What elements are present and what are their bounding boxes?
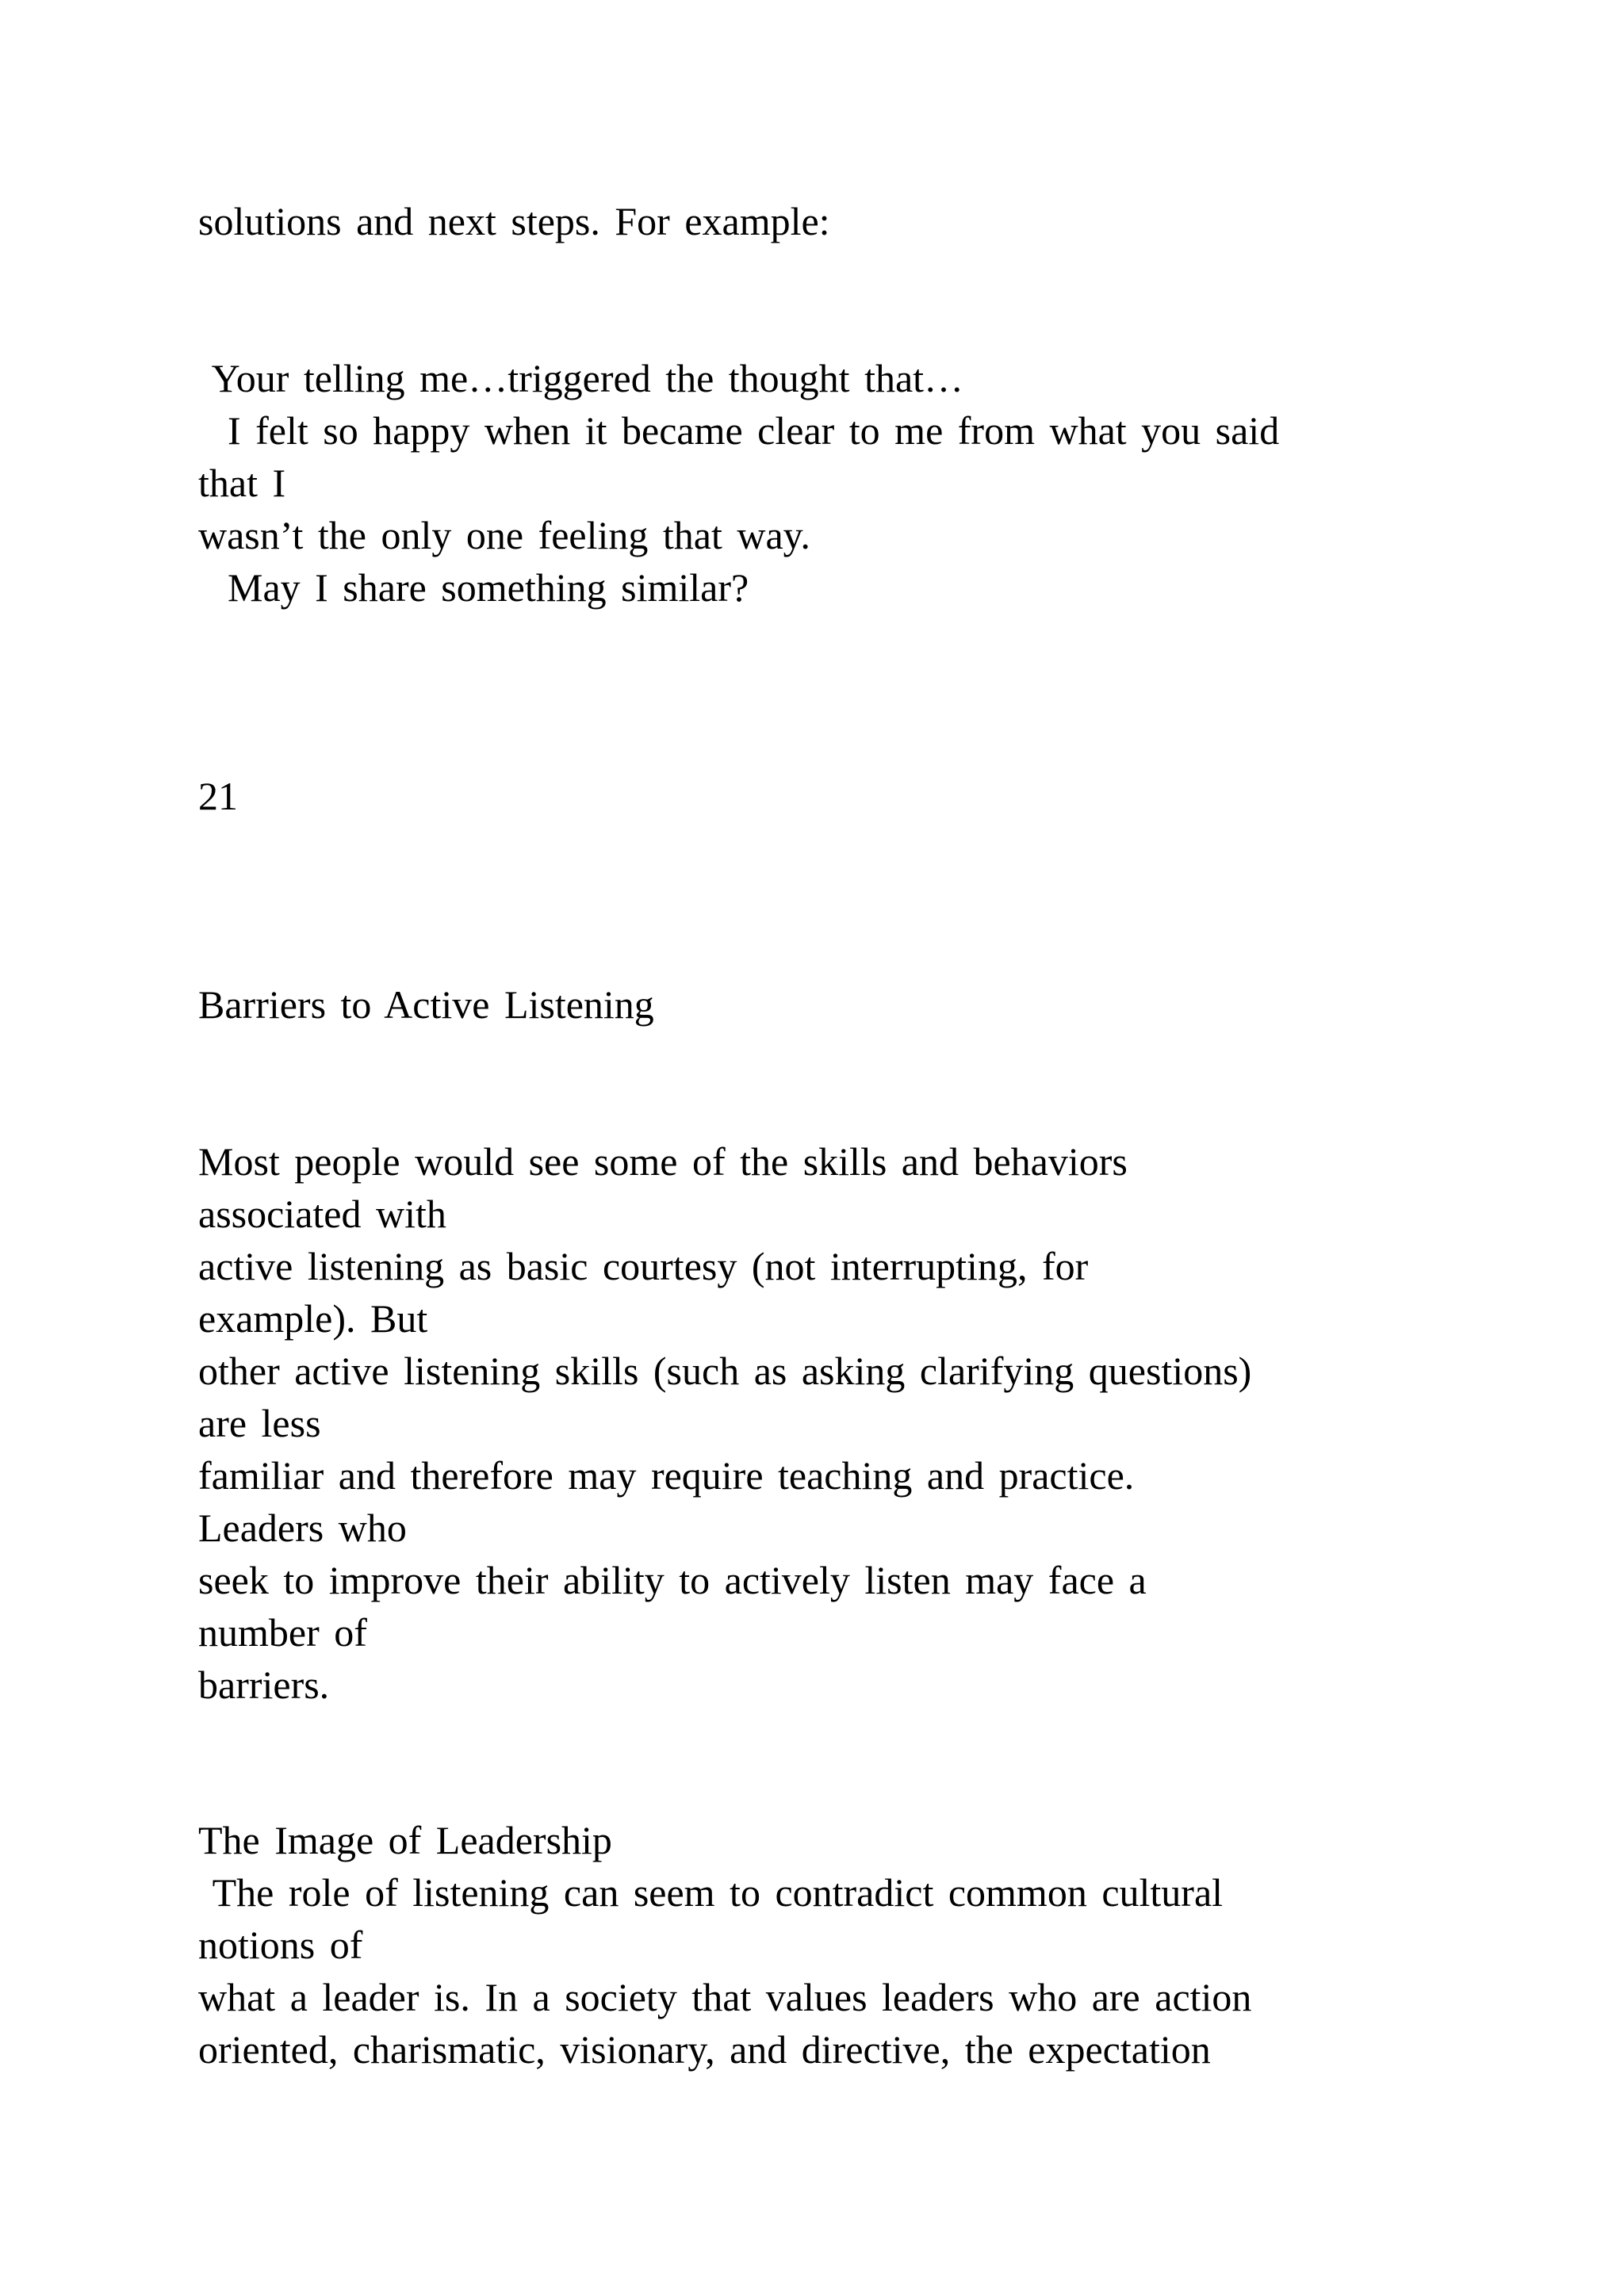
section-heading: Barriers to Active Listening (198, 982, 654, 1027)
paragraph-line: Most people would see some of the skills and behaviors (198, 1139, 1128, 1184)
subheading: The Image of Leadership (198, 1818, 612, 1862)
example-line: wasn’t the only one feeling that way. (198, 513, 810, 557)
example-line: that I (198, 461, 286, 505)
paragraph-line: Leaders who (198, 1506, 407, 1550)
subsection-line: notions of (198, 1923, 363, 1967)
page-number: 21 (198, 774, 238, 818)
paragraph-line: example). But (198, 1296, 428, 1341)
paragraph-line: number of (198, 1610, 367, 1655)
paragraph-line: associated with (198, 1192, 446, 1236)
subsection-line: oriented, charismatic, visionary, and directive, the expectation (198, 2027, 1211, 2072)
example-line: May I share something similar? (198, 565, 749, 610)
paragraph-line: other active listening skills (such as asking clarifying questions) (198, 1349, 1252, 1393)
paragraph-line: familiar and therefore may require teaching and practice. (198, 1453, 1135, 1498)
subsection-line: The role of listening can seem to contradict common cultural (198, 1870, 1224, 1915)
paragraph-line: are less (198, 1401, 321, 1445)
subsection-line: what a leader is. In a society that values leaders who are action (198, 1975, 1252, 2019)
example-line: Your telling me…triggered the thought that… (198, 356, 964, 400)
paragraph-line: seek to improve their ability to actively listen may face a (198, 1558, 1147, 1602)
intro-line: solutions and next steps. For example: (198, 199, 830, 243)
paragraph-line: active listening as basic courtesy (not interrupting, for (198, 1244, 1089, 1288)
paragraph-line: barriers. (198, 1663, 330, 1707)
example-line: I felt so happy when it became clear to me from what you said (198, 408, 1280, 453)
